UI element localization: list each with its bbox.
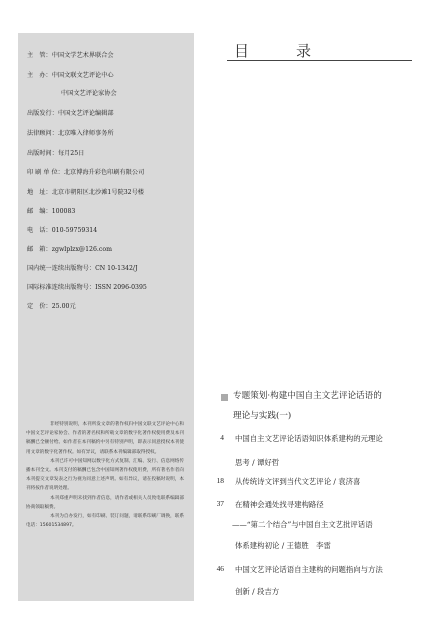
- colophon-row-publisher: [27, 110, 114, 118]
- colophon-row-sponsor-2: [61, 90, 117, 98]
- entry-title-line: 在精神会通处找寻建构路径: [235, 500, 324, 509]
- colophon-row-cn-number: [27, 265, 137, 273]
- colophon-panel: [18, 33, 194, 601]
- notice-paragraph: 本刊为自办发行，如有印刷、装订问题，请联系印刷厂调换，联系电话：15601534897。: [26, 514, 184, 529]
- colophon-row-publish-date: [27, 150, 84, 158]
- notice-paragraph: 非经特别说明，本刊所发文章的著作权归中国文联文艺评论中心和中国文艺评论家协会、作者的著名权和所载文章的数字化著作权使用费及本刊稿酬已全额付给。如作者在本刊稿约中另有特别声明，即表示同意授权本刊使用文章的数字化著作权。如有异议，请联系本刊编辑部取得授权。: [26, 422, 184, 455]
- row-label: 主 办：: [27, 72, 52, 79]
- row-value: 中国文艺评论编辑部: [57, 110, 114, 117]
- row-value: CN 10-1342/J: [95, 265, 138, 272]
- notice-paragraph: 本刊郑重声明未找到作者信息，请作者或相关人员致电联系编辑部协商领取稿费。: [26, 495, 184, 510]
- entry-page-number: 4: [220, 433, 224, 442]
- copyright-notice: [26, 420, 184, 530]
- title-divider: [227, 60, 412, 61]
- row-value: 100083: [51, 208, 76, 215]
- row-label: 邮 箱：: [27, 246, 52, 253]
- row-value: ISSN 2096-0395: [95, 284, 147, 291]
- entry-page-number: 37: [216, 499, 224, 508]
- colophon-row-price: [27, 303, 76, 311]
- row-label: 法律顾问：: [27, 130, 58, 137]
- toc-title: 目 录: [234, 42, 328, 60]
- row-label: 国内统一连续出版物号：: [27, 265, 96, 272]
- row-value: 010-59759314: [51, 227, 98, 234]
- notice-paragraph: 本刊已许可中国知网以数字化方式复制、汇编、发行、信息网络传播本刊全文。本刊支付的稿酬已包含中国知网著作权使用费，所有著名作者向本刊提交文章发表之行为视为同意上述声明。如有异议，请在投稿时说明，本刊将按作者说明处理。: [26, 458, 184, 492]
- entry-title-line: 创新 / 段吉方: [235, 587, 280, 596]
- entry-title-line: 思考 / 谭好哲: [235, 458, 280, 467]
- row-label: 地 址：: [27, 189, 52, 196]
- row-label: 定 价：: [27, 303, 52, 310]
- feature-title-line-2: 理论与实践(一): [233, 411, 292, 421]
- row-label: 印 刷 单 位：: [27, 169, 64, 176]
- row-label: 邮 编：: [27, 208, 52, 215]
- colophon-row-email: [27, 246, 112, 254]
- feature-title-line-1: 专题策划·构建中国自主文艺评论话语的: [233, 391, 382, 401]
- entry-title-line: 中国文艺评论话语自主建构的问题指向与方法: [235, 565, 383, 574]
- row-label: 主 管：: [27, 52, 52, 59]
- colophon-row-sponsor: [27, 72, 114, 80]
- row-label: 电 话：: [27, 227, 52, 234]
- colophon-row-supervisor: [27, 52, 114, 60]
- row-value: 北京唯入律师事务所: [57, 130, 114, 137]
- entry-title-line: ——“第二个结合”与中国自主文艺批评话语: [232, 520, 373, 529]
- row-value: zgwlplzx@126.com: [51, 246, 112, 253]
- colophon-row-phone: [27, 227, 97, 235]
- row-label: 出版发行：: [27, 110, 58, 117]
- entry-title-line: 体系建构初论 / 王德胜 李雷: [235, 541, 331, 550]
- entry-page-number: 18: [216, 476, 224, 485]
- colophon-row-issn: [27, 284, 147, 292]
- row-value: 中国文艺评论家协会: [61, 90, 117, 97]
- square-bullet-icon: [221, 394, 228, 401]
- row-value: 中国文联文艺评论中心: [51, 72, 114, 79]
- row-value: 北京市朝阳区北沙滩1号院32号楼: [51, 189, 144, 196]
- entry-page-number: 46: [216, 564, 224, 573]
- entry-title-line: 从传统诗文评到当代文艺评论 / 袁济喜: [235, 477, 361, 486]
- entry-title-line: 中国自主文艺评论话语知识体系建构的元理论: [235, 434, 383, 443]
- row-value: 每月25日: [57, 150, 85, 157]
- colophon-row-printer: [27, 169, 144, 177]
- row-value: 25.00元: [51, 303, 76, 310]
- colophon-row-postcode: [27, 208, 75, 216]
- row-label: 国际标准连续出版物号：: [27, 284, 96, 291]
- row-value: 中国文学艺术界联合会: [51, 52, 114, 59]
- row-value: 北京博海升彩色印刷有限公司: [63, 169, 145, 176]
- colophon-row-legal: [27, 130, 114, 138]
- colophon-row-address: [27, 189, 144, 197]
- row-label: 出版时间：: [27, 150, 58, 157]
